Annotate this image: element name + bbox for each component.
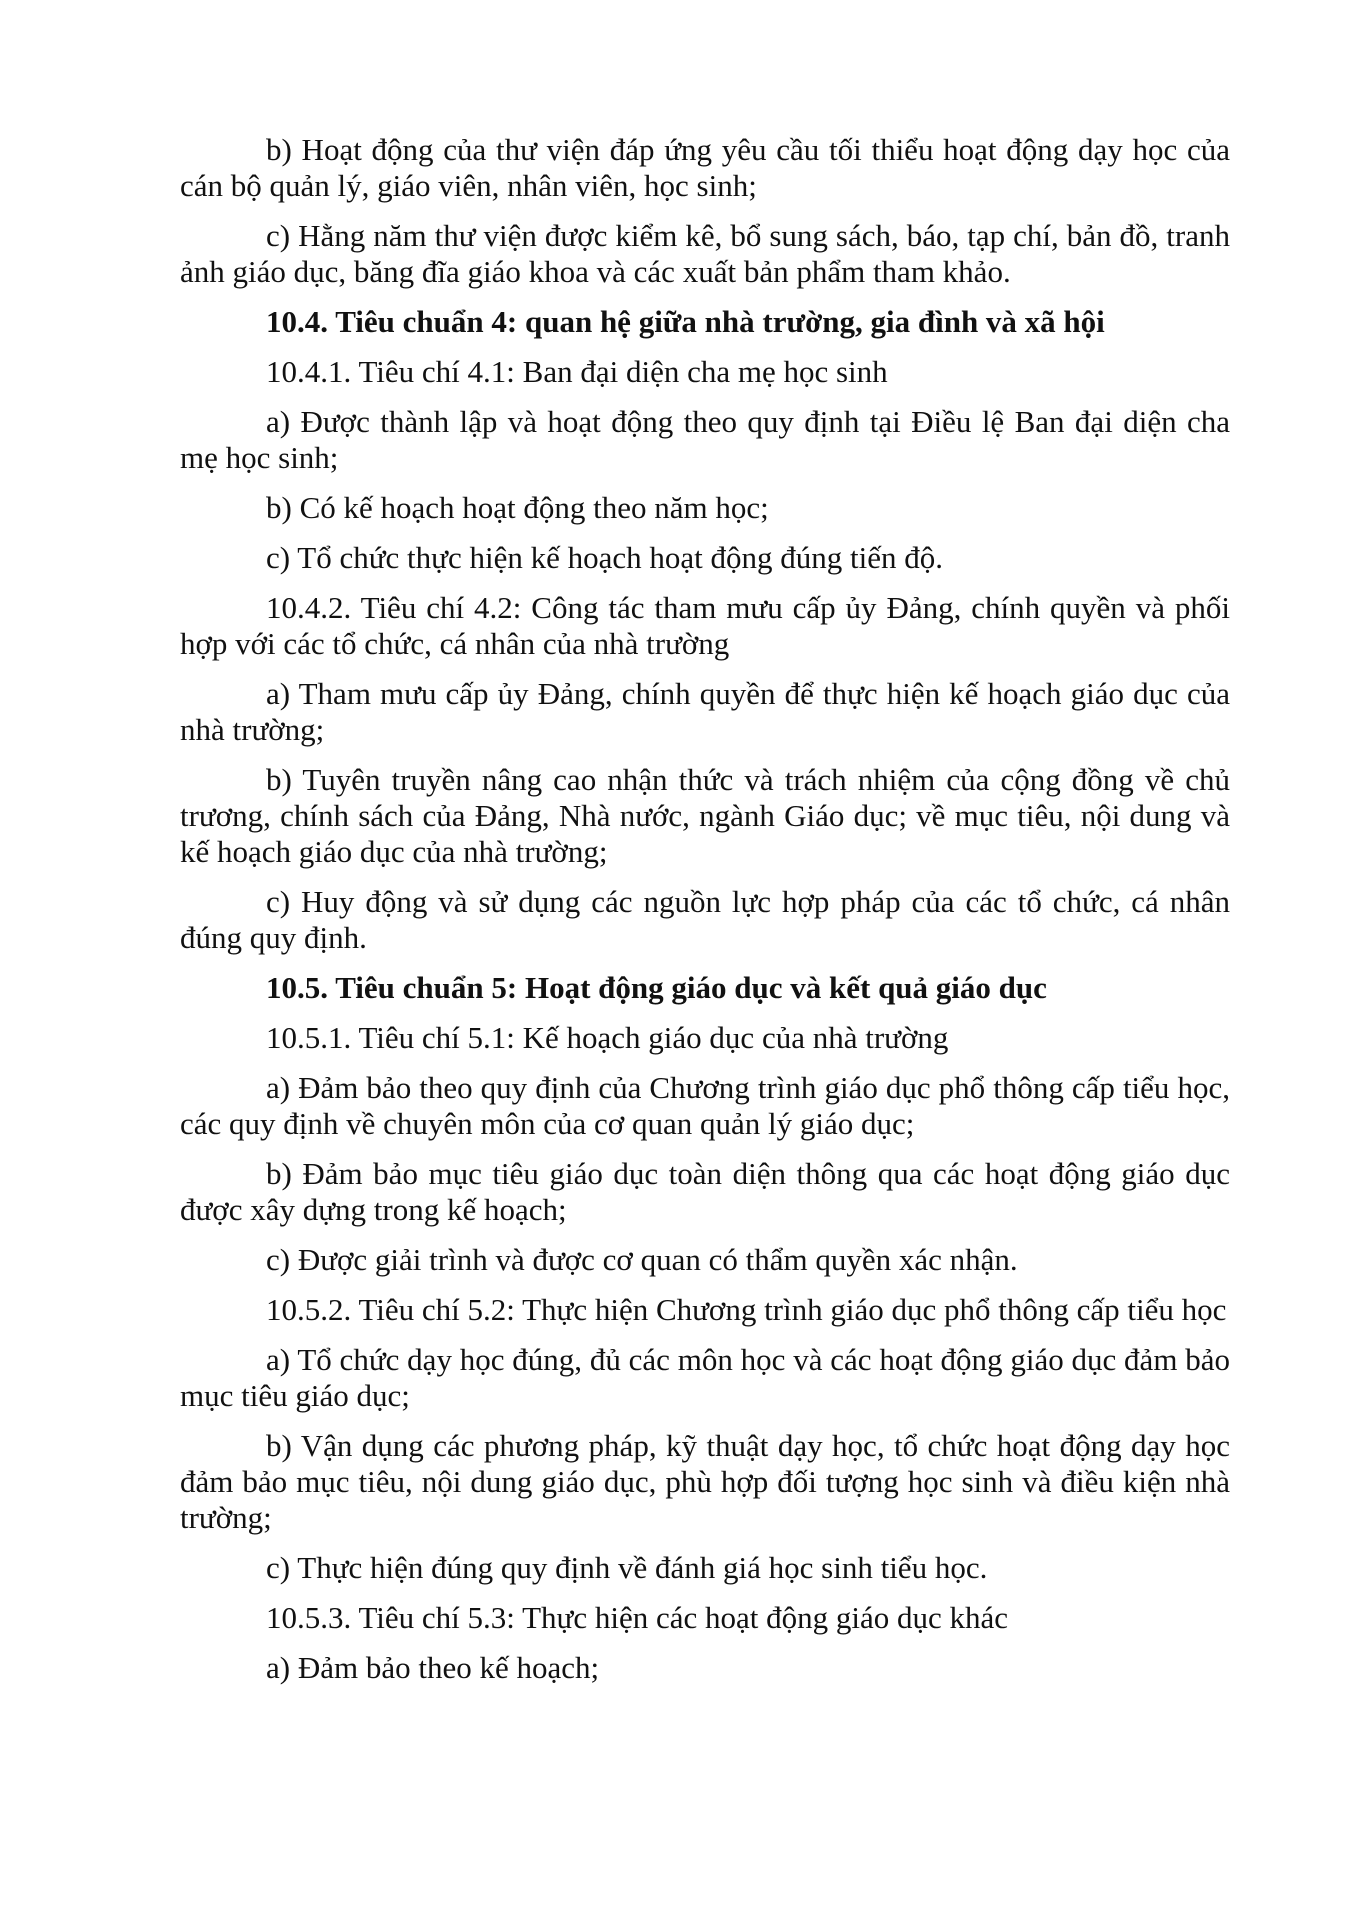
criterion-5-3: 10.5.3. Tiêu chí 5.3: Thực hiện các hoạt động giáo dục khác [266,1600,1009,1635]
paragraph-5-3-a: a) Đảm bảo theo kế hoạch; [266,1650,600,1685]
paragraph-4-1-c: c) Tổ chức thực hiện kế hoạch hoạt động đúng tiến độ. [266,540,943,575]
paragraph-5-2-c: c) Thực hiện đúng quy định về đánh giá học sinh tiểu học. [266,1550,988,1585]
paragraph-5-2-b: b) Vận dụng các phương pháp, kỹ thuật dạy học, tổ chức hoạt động dạy học đảm bảo mục tiêu, nội dung giáo dục, phù hợp đối tượng học sinh và điều kiện nhà trường; [180,1428,1230,1535]
paragraph-4-2-c: c) Huy động và sử dụng các nguồn lực hợp pháp của các tổ chức, cá nhân đúng quy định. [180,884,1230,955]
paragraph-4-1-a: a) Được thành lập và hoạt động theo quy định tại Điều lệ Ban đại diện cha mẹ học sinh; [180,404,1230,475]
paragraph-4-2-a: a) Tham mưu cấp ủy Đảng, chính quyền để thực hiện kế hoạch giáo dục của nhà trường; [180,676,1230,747]
paragraph-5-1-b: b) Đảm bảo mục tiêu giáo dục toàn diện thông qua các hoạt động giáo dục được xây dựng trong kế hoạch; [180,1156,1230,1227]
paragraph-5-2-a: a) Tổ chức dạy học đúng, đủ các môn học và các hoạt động giáo dục đảm bảo mục tiêu giáo dục; [180,1342,1230,1413]
criterion-4-1: 10.4.1. Tiêu chí 4.1: Ban đại diện cha mẹ học sinh [266,354,888,389]
criterion-5-2: 10.5.2. Tiêu chí 5.2: Thực hiện Chương trình giáo dục phổ thông cấp tiểu học [266,1292,1227,1327]
paragraph-library-inventory: c) Hằng năm thư viện được kiểm kê, bổ sung sách, báo, tạp chí, bản đồ, tranh ảnh giáo dục, băng đĩa giáo khoa và các xuất bản phẩm tham khảo. [180,218,1230,289]
paragraph-4-2-b: b) Tuyên truyền nâng cao nhận thức và trách nhiệm của cộng đồng về chủ trương, chính sách của Đảng, Nhà nước, ngành Giáo dục; về mục tiêu, nội dung và kế hoạch giáo dục của nhà trường; [180,762,1230,869]
criterion-5-1: 10.5.1. Tiêu chí 5.1: Kế hoạch giáo dục của nhà trường [266,1020,949,1055]
heading-standard-5: 10.5. Tiêu chuẩn 5: Hoạt động giáo dục và kết quả giáo dục [266,970,1047,1005]
paragraph-5-1-c: c) Được giải trình và được cơ quan có thẩm quyền xác nhận. [266,1242,1018,1277]
heading-standard-4: 10.4. Tiêu chuẩn 4: quan hệ giữa nhà trường, gia đình và xã hội [266,304,1105,339]
document-body [180,132,1230,1700]
paragraph-5-1-a: a) Đảm bảo theo quy định của Chương trình giáo dục phổ thông cấp tiểu học, các quy định về chuyên môn của cơ quan quản lý giáo dục; [180,1070,1230,1141]
criterion-4-2: 10.4.2. Tiêu chí 4.2: Công tác tham mưu cấp ủy Đảng, chính quyền và phối hợp với các tổ chức, cá nhân của nhà trường [180,590,1230,661]
paragraph-library-activity: b) Hoạt động của thư viện đáp ứng yêu cầu tối thiểu hoạt động dạy học của cán bộ quản lý, giáo viên, nhân viên, học sinh; [180,132,1230,203]
paragraph-4-1-b: b) Có kế hoạch hoạt động theo năm học; [266,490,769,525]
